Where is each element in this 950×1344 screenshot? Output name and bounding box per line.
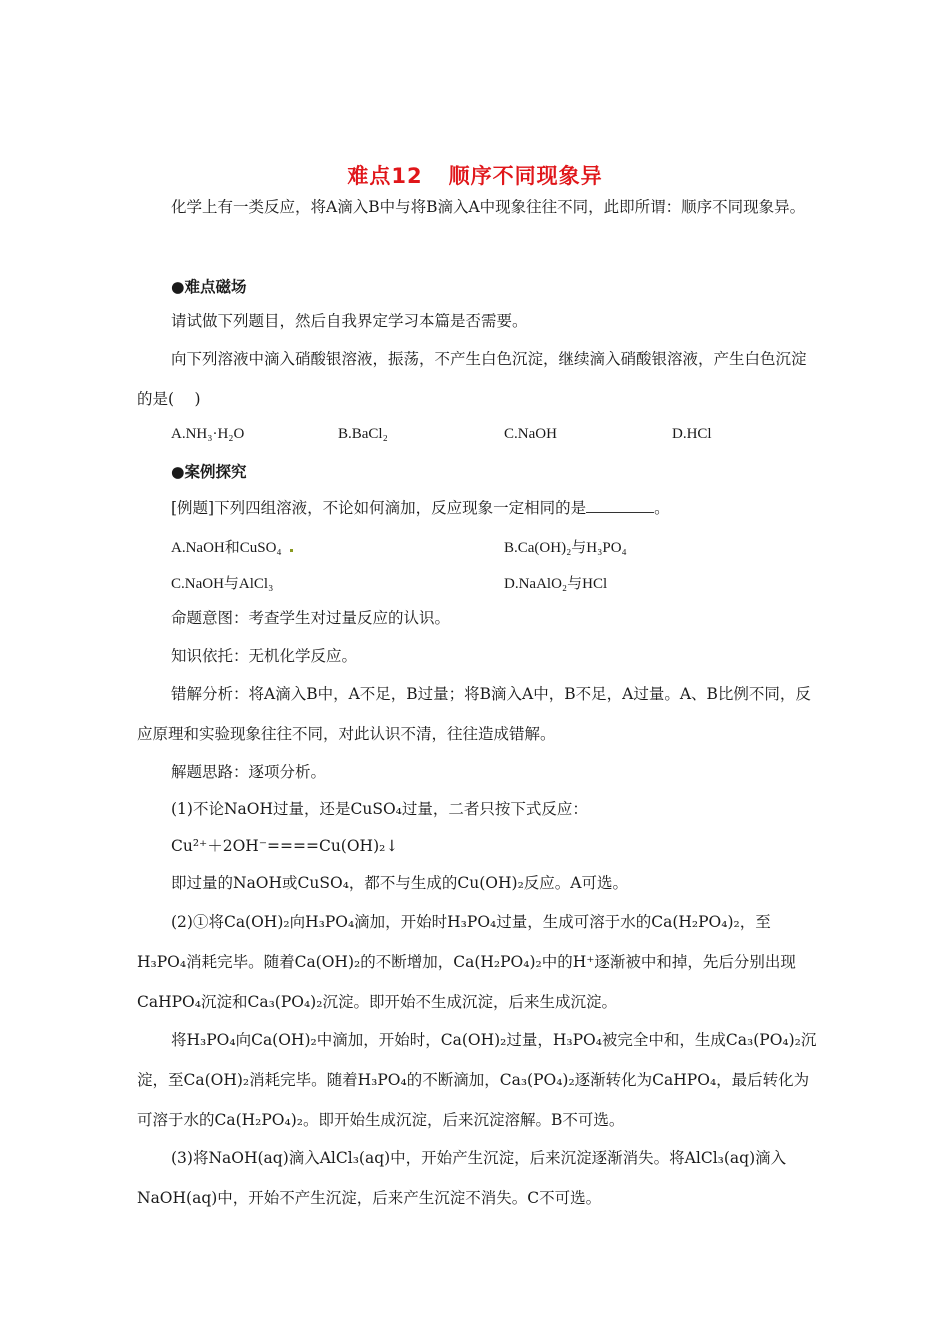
example-option-d: D.NaAlO₂与HCl bbox=[504, 576, 608, 592]
try-instruction: 请试做下列题目，然后自我界定学习本篇是否需要。 bbox=[171, 312, 528, 330]
equation: Cu²⁺＋2OH⁻====Cu(OH)₂↓ bbox=[171, 837, 399, 855]
title-text: 顺序不同现象异 bbox=[448, 164, 603, 188]
approach-paragraph: 解题思路：逐项分析。 bbox=[171, 763, 327, 781]
example-option-a bbox=[171, 536, 293, 557]
step-2b-paragraph: 将H₃PO₄向Ca(OH)₂中滴加，开始时，Ca(OH)₂过量，H₃PO₄被完全中和，生成Ca₃(PO₄)₂沉淀，至Ca(OH)₂消耗完毕。随着H₃PO₄的不断滴加，Ca₃(PO₄)₂逐渐转化为CaHPO₄，最后转化为可溶于水的Ca(H₂PO₄)₂。即开始生成沉淀，后来沉淀溶解。B不可选。 bbox=[137, 1031, 817, 1129]
stray-mark bbox=[290, 549, 293, 552]
step-3-paragraph: (3)将NaOH(aq)滴入AlCl₃(aq)中，开始产生沉淀，后来沉淀逐渐消失。将AlCl₃(aq)滴入NaOH(aq)中，开始不产生沉淀，后来产生沉淀不消失。C不可选。 bbox=[137, 1149, 787, 1207]
step-1-paragraph: (1)不论NaOH过量，还是CuSO₄过量，二者只按下式反应： bbox=[171, 800, 588, 818]
page-title bbox=[0, 160, 950, 190]
step-2-paragraph: (2)①将Ca(OH)₂向H₃PO₄滴加，开始时H₃PO₄过量，生成可溶于水的Ca(H₂PO₄)₂，至H₃PO₄消耗完毕。随着Ca(OH)₂的不断增加，Ca(H₂PO₄)₂中的H⁺逐渐被中和掉，先后分别出现CaHPO₄沉淀和Ca₃(PO₄)₂沉淀。即开始不生成沉淀，后来生成沉淀。 bbox=[137, 913, 796, 1011]
example-question-text: [例题]下列四组溶液，不论如何滴加，反应现象一定相同的是 bbox=[171, 499, 587, 517]
section-heading-case: ●案例探究 bbox=[171, 462, 247, 481]
section-heading-difficulty: ●难点磁场 bbox=[171, 277, 247, 296]
example-option-c: C.NaOH与AlCl₃ bbox=[171, 576, 274, 592]
step-1-conclusion: 即过量的NaOH或CuSO₄，都不与生成的Cu(OH)₂反应。A可选。 bbox=[171, 874, 628, 892]
question-1: 向下列溶液中滴入硝酸银溶液，振荡，不产生白色沉淀，继续滴入硝酸银溶液，产生白色沉淀的是( ) bbox=[137, 350, 807, 408]
example-question bbox=[137, 488, 817, 528]
intent-paragraph: 命题意图：考查学生对过量反应的认识。 bbox=[171, 609, 451, 627]
intro-paragraph: 化学上有一类反应，将A滴入B中与将B滴入A中现象往往不同，此即所谓：顺序不同现象异。 bbox=[171, 198, 806, 216]
q1-option-d: D.HCl bbox=[672, 426, 712, 442]
example-option-b: B.Ca(OH)₂与H₃PO₄ bbox=[504, 540, 627, 556]
title-number: 难点12 bbox=[347, 164, 423, 188]
answer-blank bbox=[586, 498, 654, 513]
q1-option-b: B.BaCl₂ bbox=[338, 426, 388, 442]
q1-option-a: A.NH₃·H₂O bbox=[171, 426, 245, 442]
basis-paragraph: 知识依托：无机化学反应。 bbox=[171, 647, 358, 665]
error-analysis-paragraph: 错解分析：将A滴入B中，A不足，B过量；将B滴入A中，B不足，A过量。A、B比例不同，反应原理和实验现象往往不同，对此认识不清，往往造成错解。 bbox=[137, 685, 811, 743]
example-option-a-text: A.NaOH和CuSO₄ bbox=[171, 540, 282, 556]
q1-option-c: C.NaOH bbox=[504, 426, 557, 442]
example-question-end: 。 bbox=[654, 499, 670, 517]
